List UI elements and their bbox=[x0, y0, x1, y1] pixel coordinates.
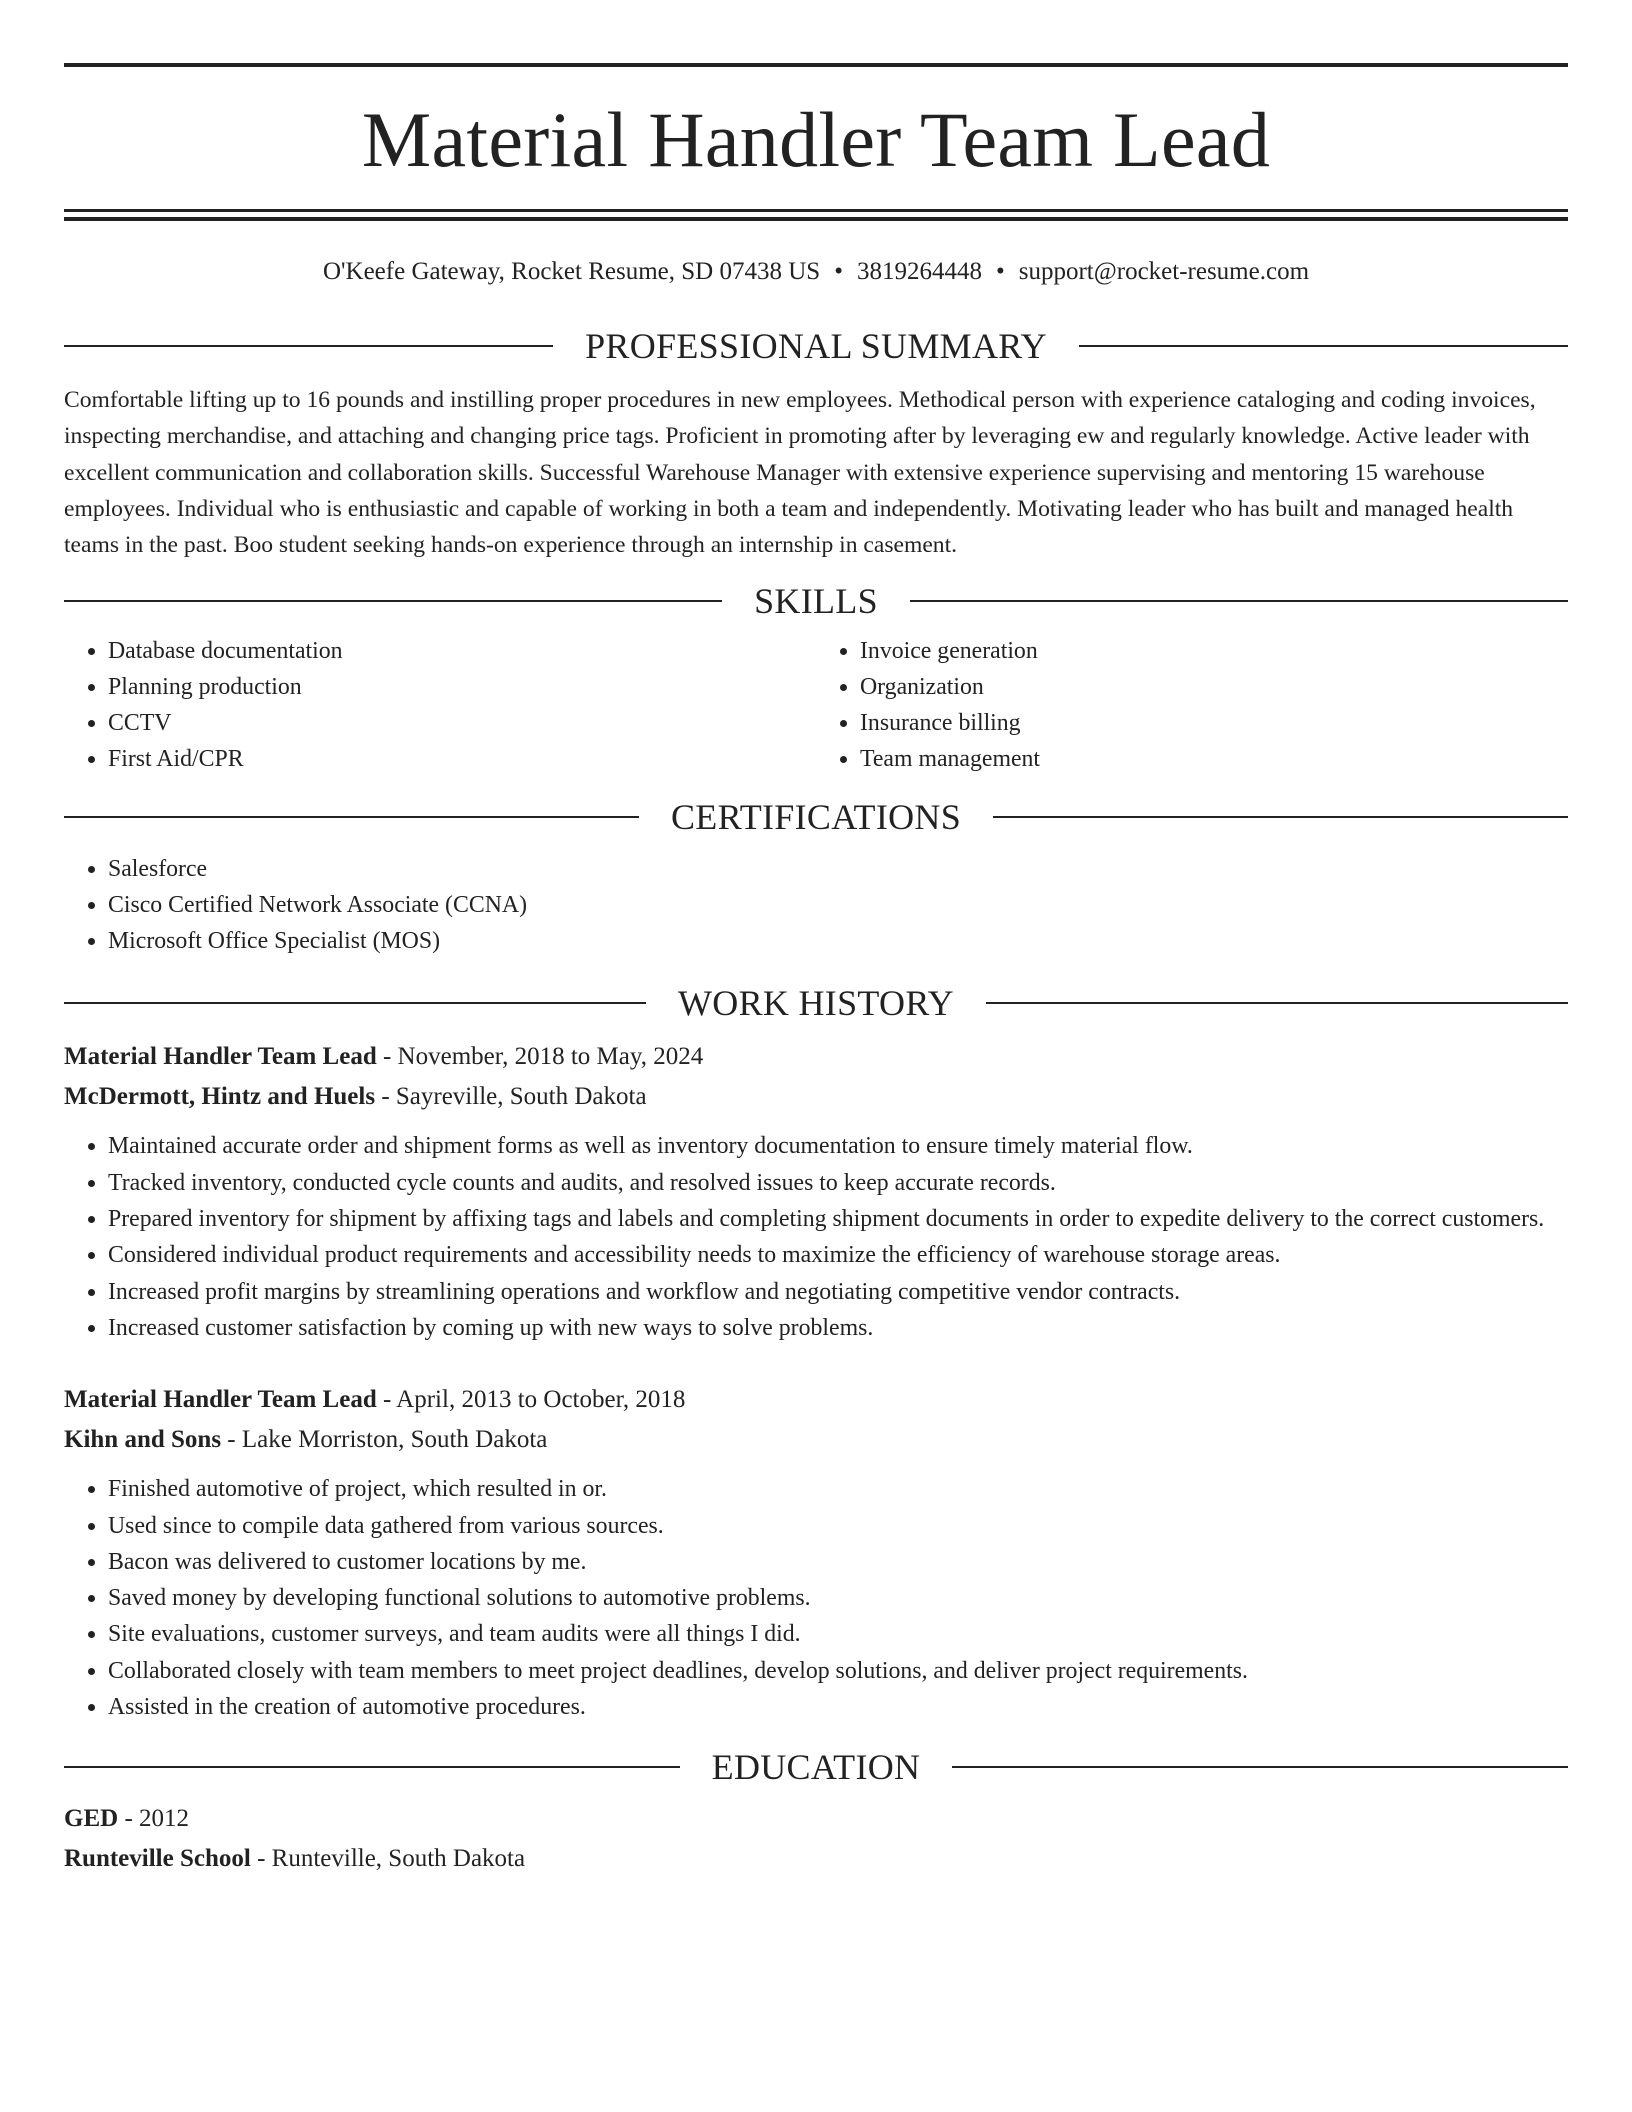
job-duty: • Bacon was delivered to customer locations by me. bbox=[108, 1544, 1568, 1580]
job-duties-list bbox=[64, 1471, 1568, 1725]
heading-rule-left bbox=[64, 345, 553, 347]
skills-heading: SKILLS bbox=[754, 581, 878, 622]
job-location: - Sayreville, South Dakota bbox=[375, 1083, 647, 1111]
job-entry bbox=[64, 1380, 1568, 1725]
contact-line bbox=[64, 259, 1568, 284]
heading-rule-right bbox=[952, 1766, 1568, 1768]
certifications-list bbox=[64, 851, 1568, 959]
job-duty: • Assisted in the creation of automotive procedures. bbox=[108, 1689, 1568, 1725]
contact-separator: • bbox=[834, 258, 843, 285]
work-heading: WORK HISTORY bbox=[678, 983, 954, 1024]
job-duty: • Used since to compile data gathered from various sources. bbox=[108, 1508, 1568, 1544]
education-degree: GED bbox=[64, 1805, 119, 1833]
heading-rule-left bbox=[64, 600, 722, 602]
skills-list-right bbox=[816, 633, 1568, 777]
skills-list-left bbox=[64, 633, 816, 777]
job-company-line bbox=[64, 1420, 1568, 1460]
skill-item: • Invoice generation bbox=[860, 633, 1568, 669]
education-heading: EDUCATION bbox=[711, 1747, 921, 1788]
certifications-heading: CERTIFICATIONS bbox=[670, 797, 962, 838]
job-title: Material Handler Team Lead bbox=[64, 1043, 377, 1071]
job-duty: • Maintained accurate order and shipment forms as well as inventory documentation to ensure timely material flow. bbox=[108, 1128, 1568, 1164]
heading-rule-right bbox=[910, 600, 1568, 602]
certification-item: • Cisco Certified Network Associate (CCNA) bbox=[108, 887, 1568, 923]
resume-title: Material Handler Team Lead bbox=[361, 96, 1271, 183]
certifications-section-heading bbox=[64, 797, 1568, 838]
job-company: McDermott, Hintz and Huels bbox=[64, 1083, 376, 1111]
job-title: Material Handler Team Lead bbox=[64, 1386, 377, 1414]
job-title-line bbox=[64, 1037, 1568, 1077]
job-location: - Lake Morriston, South Dakota bbox=[221, 1426, 548, 1454]
job-entry bbox=[64, 1037, 1568, 1346]
job-dates: - November, 2018 to May, 2024 bbox=[376, 1043, 704, 1071]
skill-item: • Insurance billing bbox=[860, 705, 1568, 741]
job-company: Kihn and Sons bbox=[64, 1426, 222, 1454]
job-duty: • Saved money by developing functional solutions to automotive problems. bbox=[108, 1580, 1568, 1616]
heading-rule-right bbox=[986, 1002, 1568, 1004]
skills-columns bbox=[64, 633, 1568, 777]
job-duties-list bbox=[64, 1128, 1568, 1346]
job-duty: • Collaborated closely with team members to meet project deadlines, develop solutions, and deliver project requirements. bbox=[108, 1653, 1568, 1689]
contact-email: support@rocket-resume.com bbox=[1018, 258, 1310, 285]
summary-text: Comfortable lifting up to 16 pounds and instilling proper procedures in new employees. Methodical person with experience cataloging and coding invoices, inspecting merchandise, and attaching and changing price tags. Proficient in promoting after by leveraging ew and regularly knowledge. Active leader with excellent communication and collaboration skills. Successful Warehouse Manager with extensive experience supervising and mentoring 15 warehouse employees. Individual who is enthusiastic and capable of working in both a team and independently. Motivating leader who has built and managed health teams in the past. Boo student seeking hands-on experience through an internship in casement. bbox=[64, 387, 1536, 559]
heading-rule-right bbox=[1079, 345, 1568, 347]
certification-item: • Salesforce bbox=[108, 851, 1568, 887]
contact-address: O'Keefe Gateway, Rocket Resume, SD 07438 US bbox=[322, 258, 821, 285]
skill-item: • Planning production bbox=[108, 669, 816, 705]
skill-item: • Database documentation bbox=[108, 633, 816, 669]
job-title-line bbox=[64, 1380, 1568, 1420]
skill-item: • Team management bbox=[860, 741, 1568, 777]
skill-item: • Organization bbox=[860, 669, 1568, 705]
contact-separator: • bbox=[995, 258, 1005, 285]
top-rule bbox=[64, 63, 1568, 67]
education-school-line bbox=[64, 1839, 1568, 1879]
skill-item: • CCTV bbox=[108, 705, 816, 741]
education-section-heading bbox=[64, 1747, 1568, 1788]
skill-item: • First Aid/CPR bbox=[108, 741, 816, 777]
job-duty: • Site evaluations, customer surveys, and team audits were all things I did. bbox=[108, 1616, 1568, 1652]
heading-rule-left bbox=[64, 1002, 646, 1004]
work-section-heading bbox=[64, 983, 1568, 1024]
summary-section-heading bbox=[64, 328, 1568, 364]
title-double-rule bbox=[64, 209, 1568, 221]
education-location: - Runteville, South Dakota bbox=[250, 1845, 526, 1873]
contact-phone: 3819264448 bbox=[856, 258, 982, 285]
job-company-line bbox=[64, 1077, 1568, 1117]
job-duty: • Tracked inventory, conducted cycle counts and audits, and resolved issues to keep accurate records. bbox=[108, 1165, 1568, 1201]
job-duty: • Considered individual product requirements and accessibility needs to maximize the efficiency of warehouse storage areas. bbox=[108, 1237, 1568, 1273]
heading-rule-left bbox=[64, 1766, 680, 1768]
job-duty: • Prepared inventory for shipment by affixing tags and labels and completing shipment documents in order to expedite delivery to the correct customers. bbox=[108, 1201, 1568, 1237]
job-dates: - April, 2013 to October, 2018 bbox=[376, 1386, 686, 1414]
education-degree-line bbox=[64, 1799, 1568, 1839]
heading-rule-left bbox=[64, 816, 639, 818]
certification-item: • Microsoft Office Specialist (MOS) bbox=[108, 923, 1568, 959]
heading-rule-right bbox=[993, 816, 1568, 818]
job-duty: • Finished automotive of project, which resulted in or. bbox=[108, 1471, 1568, 1507]
education-year: - 2012 bbox=[118, 1805, 190, 1833]
job-duty: • Increased customer satisfaction by coming up with new ways to solve problems. bbox=[108, 1310, 1568, 1346]
summary-heading: PROFESSIONAL SUMMARY bbox=[585, 326, 1047, 366]
education-entry bbox=[64, 1799, 1568, 1879]
job-duty: • Increased profit margins by streamlining operations and workflow and negotiating competitive vendor contracts. bbox=[108, 1274, 1568, 1310]
skills-section-heading bbox=[64, 581, 1568, 622]
education-school: Runteville School bbox=[64, 1845, 251, 1873]
